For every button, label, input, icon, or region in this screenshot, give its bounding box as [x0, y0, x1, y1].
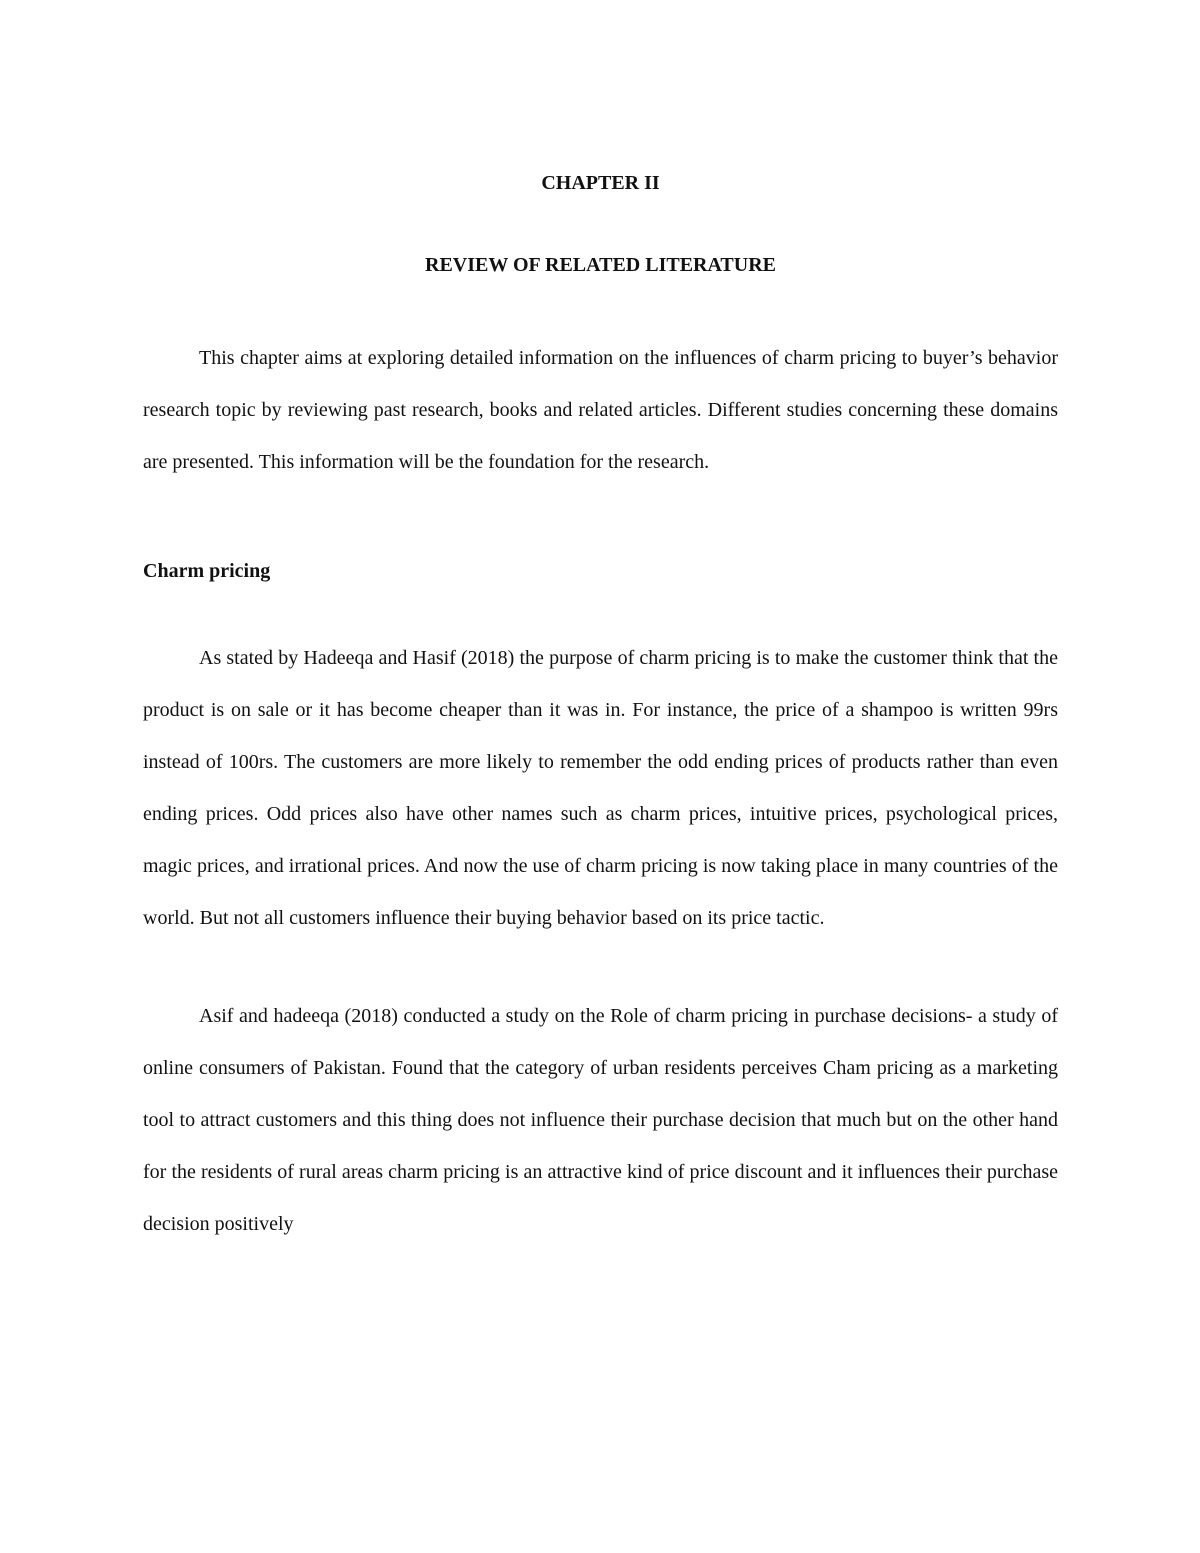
body-paragraph: Asif and hadeeqa (2018) conducted a study on the Role of charm pricing in purchase decisions- a study of online consumers of Pakistan. Found that the category of urban residents perceives Cham pricing as a marketing tool to attract customers and this thing does not influence their purchase decision that much but on the other hand for the residents of rural areas charm pricing is an attractive kind of price discount and it influences their purchase decision positively — [143, 1005, 1058, 1235]
intro-paragraph: This chapter aims at exploring detailed information on the influences of charm pricing to buyer’s behavior research topic by reviewing past research, books and related articles. Different studies concerning these domains are presented. This information will be the foundation for the research. — [143, 347, 1058, 473]
chapter-label: CHAPTER II — [541, 172, 660, 194]
body-paragraph: As stated by Hadeeqa and Hasif (2018) the purpose of charm pricing is to make the customer think that the product is on sale or it has become cheaper than it was in. For instance, the price of a shampoo is written 99rs instead of 100rs. The customers are more likely to remember the odd ending prices of products rather than even ending prices. Odd prices also have other names such as charm prices, intuitive prices, psychological prices, magic prices, and irrational prices. And now the use of charm pricing is now taking place in many countries of the world. But not all customers influence their buying behavior based on its price tactic. — [143, 647, 1058, 929]
document-body — [143, 168, 1058, 1250]
chapter-title: REVIEW OF RELATED LITERATURE — [425, 254, 776, 276]
section-heading: Charm pricing — [143, 560, 271, 582]
